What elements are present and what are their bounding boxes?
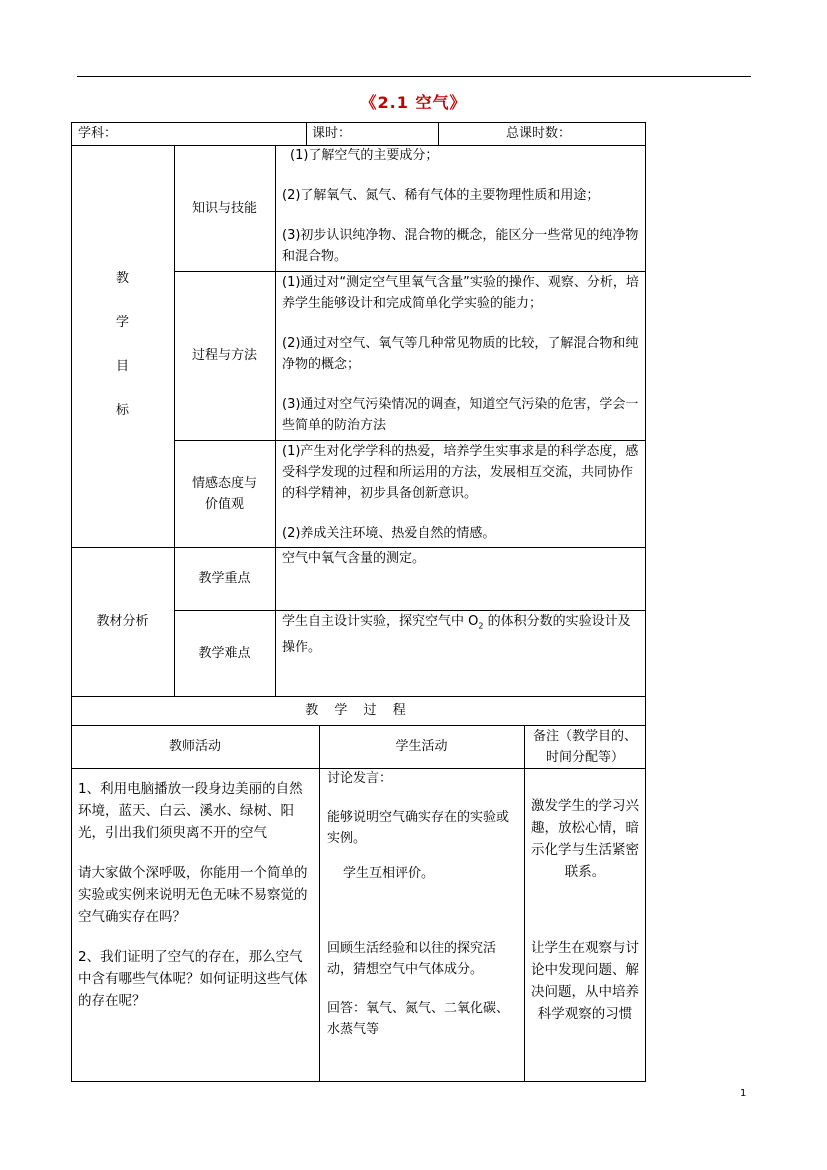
process-method-content <box>282 272 642 436</box>
objective-item: (3)初步认识纯净物、混合物的概念，能区分一些常见的纯净物和混合物。 <box>282 228 639 264</box>
objective-item: (2)养成关注环境、热爱自然的情感。 <box>282 526 496 541</box>
difficulty-label: 教学难点 <box>198 645 251 661</box>
page-title: 《2.1 空气》 <box>360 93 467 112</box>
analysis-label: 教材分析 <box>96 614 149 629</box>
objectives-char: 学 <box>115 315 129 330</box>
note-item: 让学生在观察与讨论中发现问题、解决问题，从中培养科学观察的习惯 <box>531 940 639 1022</box>
col-divider <box>306 122 307 145</box>
col-divider <box>319 725 320 1082</box>
student-activity-content <box>327 768 517 1040</box>
teacher-step: 请大家做个深呼吸，你能用一个简单的实验或实例来说明无色无味不易察觉的空气确实存在吗？ <box>78 865 308 925</box>
student-step: 能够说明空气确实存在的实验或实例。 <box>327 810 510 846</box>
difficulty-content <box>282 611 642 658</box>
total-periods-label: 总课时数： <box>506 126 572 141</box>
emotion-values-label <box>174 440 275 547</box>
process-method-label: 过程与方法 <box>191 348 257 363</box>
objective-item: (1)通过对“测定空气里氧气含量”实验的操作、观察、分析，培养学生能够设计和完成简单化学实验的能力； <box>282 275 639 311</box>
difficulty-text: 学生自主设计实验，探究空气中 O <box>282 614 479 629</box>
difficulty-text: 的体积分数的实验设计及操作。 <box>282 614 631 655</box>
key-point-content: 空气中氧气含量的测定。 <box>282 551 426 566</box>
objectives-label <box>71 268 174 444</box>
objectives-char: 标 <box>115 403 129 418</box>
student-step: 讨论发言： <box>327 771 393 786</box>
emotion-label-line: 价值观 <box>204 496 244 512</box>
col-divider <box>275 145 276 696</box>
page-number: 1 <box>740 1088 747 1099</box>
key-point-label: 教学重点 <box>198 571 251 586</box>
objectives-char: 目 <box>115 359 129 374</box>
header-rule <box>77 76 751 77</box>
teacher-step: 2、我们证明了空气的存在，那么空气中含有哪些气体呢？如何证明这些气体的存在呢？ <box>78 949 308 1009</box>
objective-item: (2)通过对空气、氧气等几种常见物质的比较，了解混合物和纯净物的概念； <box>282 336 639 372</box>
student-step: 回顾生活经验和以往的探究活动，猜想空气中气体成分。 <box>327 941 497 977</box>
notes-content <box>530 795 640 1025</box>
notes-header-line: 备注（教学目的、 <box>532 728 637 744</box>
knowledge-skills-label: 知识与技能 <box>191 200 257 216</box>
objective-item: (1)了解空气的主要成分； <box>290 148 439 163</box>
student-step: 学生互相评价。 <box>343 866 435 881</box>
emotion-values-content <box>282 441 642 544</box>
notes-header <box>524 725 646 768</box>
emotion-label-line: 情感态度与 <box>191 475 257 491</box>
process-heading: 教 学 过 程 <box>305 703 412 718</box>
difficulty-subscript: 2 <box>478 621 484 631</box>
period-label: 课时： <box>312 126 352 141</box>
objective-item: (2)了解氧气、氮气、稀有气体的主要物理性质和用途； <box>282 188 600 203</box>
knowledge-skills-content <box>282 145 642 267</box>
subject-label: 学科： <box>78 126 118 141</box>
teacher-step: 1、利用电脑播放一段身边美丽的自然环境，蓝天、白云、溪水、绿树、阳光，引出我们须臾离不开的空气 <box>78 781 303 841</box>
student-step: 回答：氧气、氮气、二氧化碳、水蒸气等 <box>327 1001 510 1037</box>
col-divider <box>438 122 439 145</box>
note-item: 激发学生的学习兴趣，放松心情，暗示化学与生活紧密联系。 <box>531 798 639 880</box>
notes-header-line: 时间分配等） <box>545 749 624 765</box>
teacher-activity-content <box>78 778 314 1012</box>
objectives-char: 教 <box>115 271 129 286</box>
student-activity-header: 学生活动 <box>395 739 448 754</box>
teacher-activity-header: 教师活动 <box>168 739 221 754</box>
col-divider <box>524 725 525 1082</box>
objective-item: (3)通过对空气污染情况的调查，知道空气污染的危害，学会一些简单的防治方法 <box>282 397 639 433</box>
objective-item: (1)产生对化学学科的热爱，培养学生实事求是的科学态度，感受科学发现的过程和所运用的方法，发展相互交流，共同协作的科学精神，初步具备创新意识。 <box>282 444 639 501</box>
